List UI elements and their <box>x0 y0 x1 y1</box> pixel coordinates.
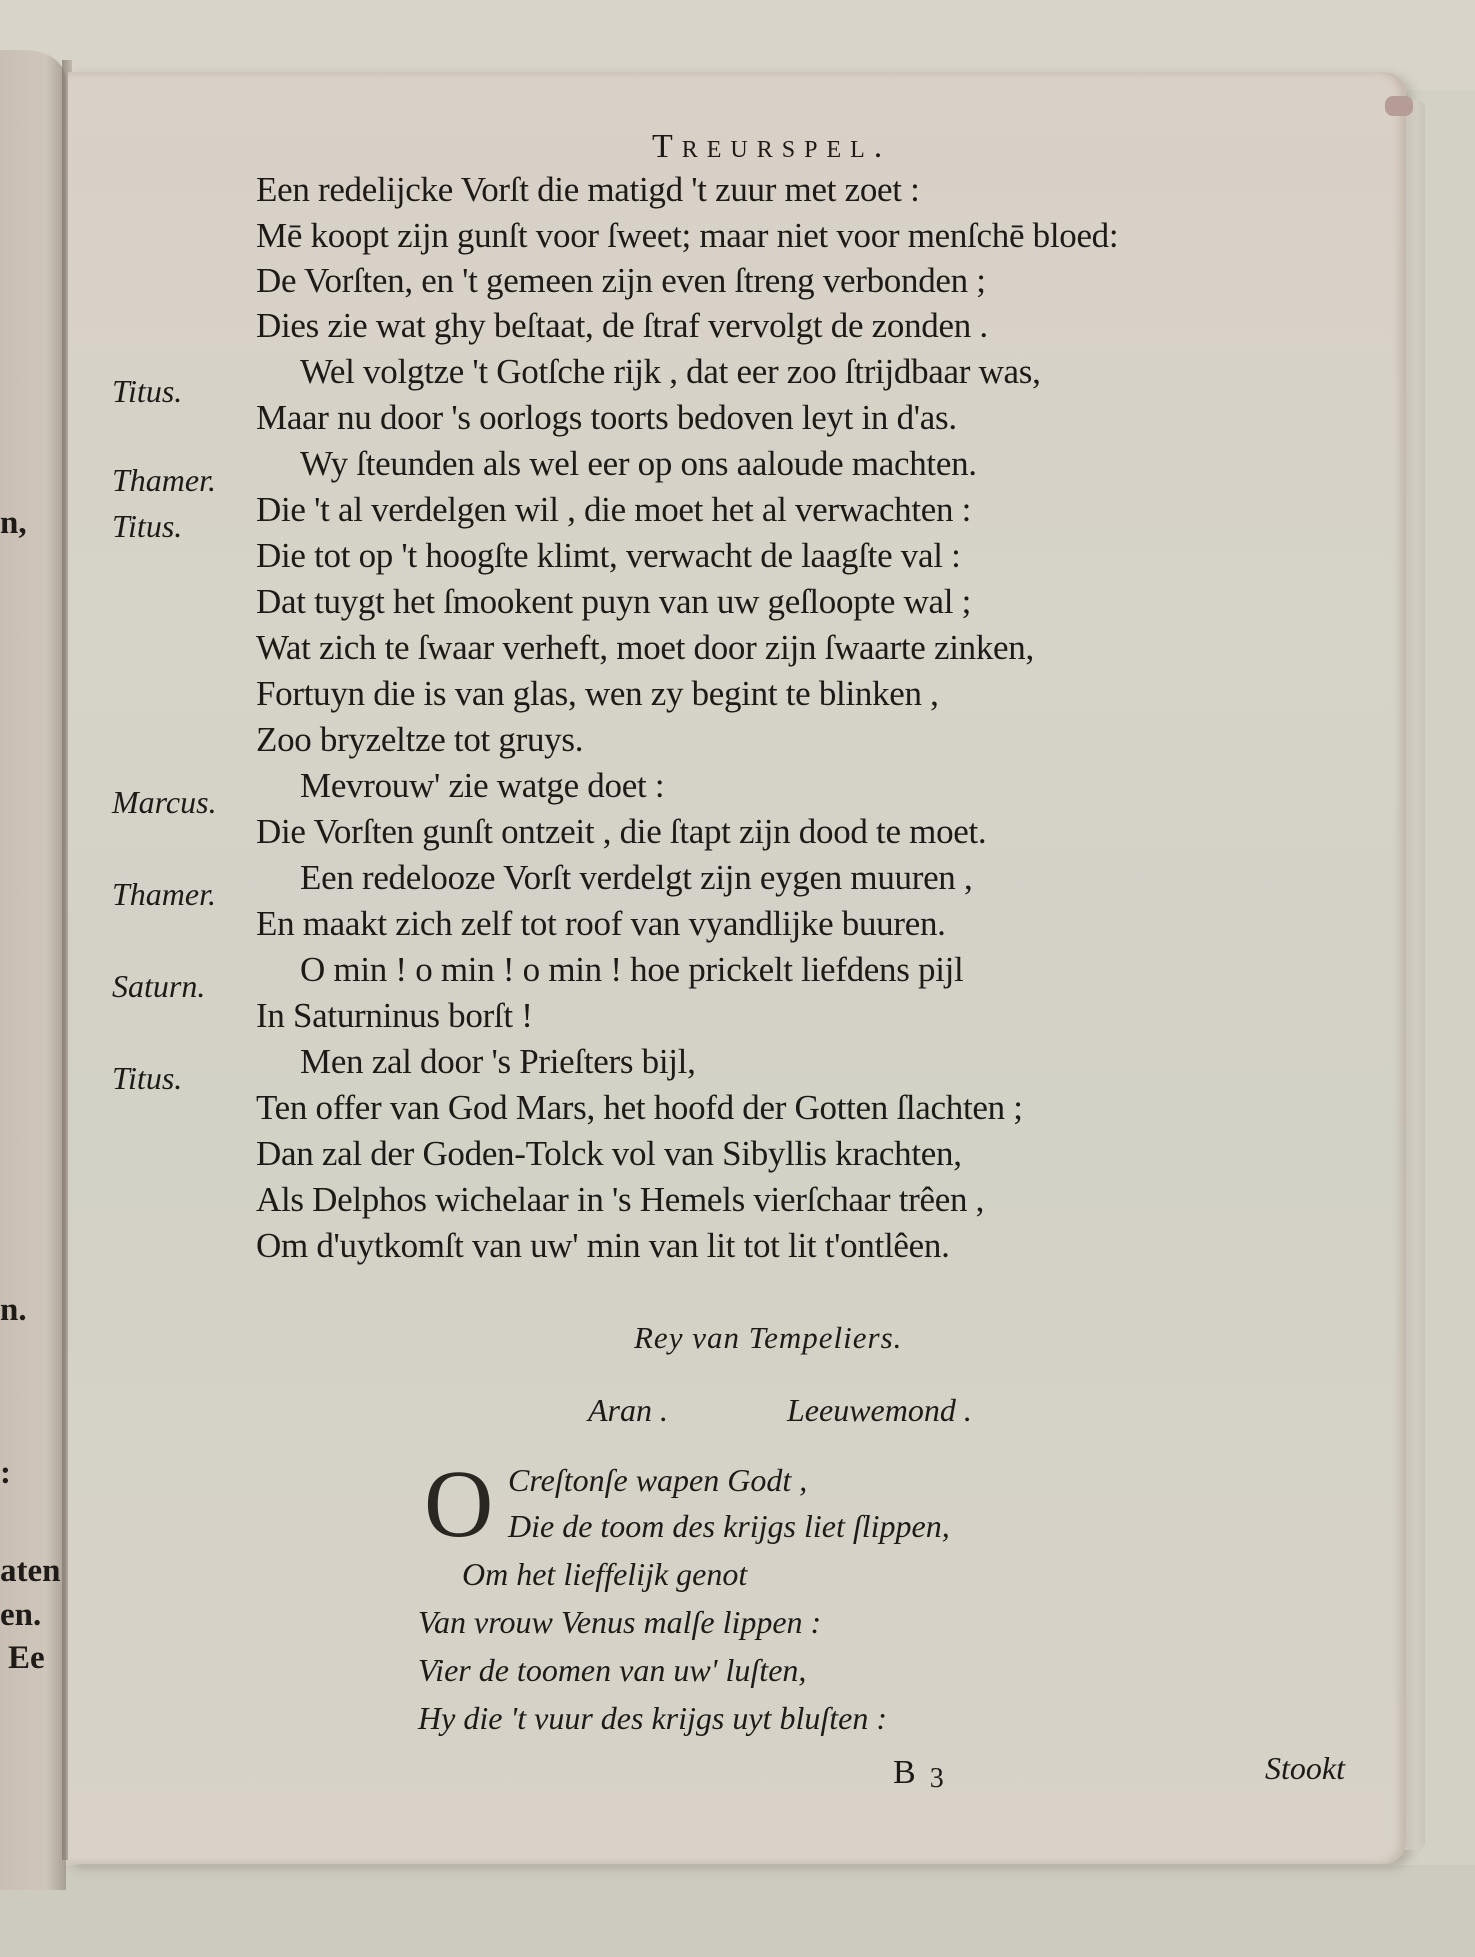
verse-line: Dat tuygt het ſmookent puyn van uw geſloopte wal ; <box>256 582 972 621</box>
verse-line: Zoo bryzeltze tot gruys. <box>256 720 584 759</box>
verse-line: Die 't al verdelgen wil , die moet het al verwachten : <box>256 490 972 529</box>
verse-line: Maar nu door 's oorlogs toorts bedoven leyt in d'as. <box>256 398 957 437</box>
page-edge <box>1405 100 1425 1850</box>
chorus-line: Creſtonſe wapen Godt , <box>508 1462 808 1498</box>
catchword: Stookt <box>1265 1750 1345 1786</box>
speaker-label: Titus. <box>112 508 183 544</box>
speaker-label: Marcus. <box>112 784 217 820</box>
verse-line: En maakt zich zelf tot roof van vyandlijke buuren. <box>256 904 946 943</box>
verse-line: Ten offer van God Mars, het hoofd der Gotten ſlachten ; <box>256 1088 1023 1127</box>
verse-line: Om d'uytkomſt van uw' min van lit tot lit t'ontlêen. <box>256 1226 950 1265</box>
chorus-persona: Aran . <box>588 1392 668 1428</box>
speaker-label: Titus. <box>112 1060 183 1096</box>
chorus-persona: Leeuwemond . <box>787 1392 972 1428</box>
left-page-fragment: Ee <box>8 1640 45 1676</box>
drop-capital: O <box>424 1450 494 1557</box>
signature-letter: B <box>893 1754 916 1791</box>
verse-line: Die Vorſten gunſt ontzeit , die ſtapt zijn dood te moet. <box>256 812 987 851</box>
verse-line: Men zal door 's Prieſters bijl, <box>300 1042 696 1081</box>
signature-mark <box>893 1754 944 1795</box>
verse-line: Fortuyn die is van glas, wen zy begint te blinken , <box>256 674 939 713</box>
verse-line: Dan zal der Goden-Tolck vol van Sibyllis krachten, <box>256 1134 962 1173</box>
verse-line: In Saturninus borſt ! <box>256 996 533 1035</box>
verse-line: Een redelooze Vorſt verdelgt zijn eygen muuren , <box>300 858 973 897</box>
verse-line: Wat zich te ſwaar verheft, moet door zijn ſwaarte zinken, <box>256 628 1034 667</box>
verse-line: Een redelijcke Vorſt die matigd 't zuur met zoet : <box>256 170 920 209</box>
speaker-label: Thamer. <box>112 462 217 498</box>
verse-line: Mē koopt zijn gunſt voor ſweet; maar niet voor menſchē bloed: <box>256 216 1119 255</box>
speaker-label: Saturn. <box>112 968 206 1004</box>
backdrop-table <box>0 1865 1475 1957</box>
verse-line: Die tot op 't hoogſte klimt, verwacht de laagſte val : <box>256 536 961 575</box>
chorus-heading: Rey van Tempeliers. <box>634 1320 903 1355</box>
chorus-line: Die de toom des krijgs liet ſlippen, <box>508 1508 950 1544</box>
verse-line: Als Delphos wichelaar in 's Hemels vierſchaar trêen , <box>256 1180 985 1219</box>
signature-number: 3 <box>929 1763 944 1794</box>
left-page-fragment: en. <box>0 1597 42 1633</box>
speaker-label: Thamer. <box>112 876 217 912</box>
chorus-line: Om het lieffelijk genot <box>462 1556 748 1592</box>
chorus-line: Van vrouw Venus malſe lippen : <box>418 1604 822 1640</box>
speaker-label: Titus. <box>112 373 183 409</box>
verse-line: Mevrouw' zie watge doet : <box>300 766 665 805</box>
verse-line: Wy ſteunden als wel eer op ons aaloude machten. <box>300 444 977 483</box>
left-page-fragment: aten <box>0 1553 61 1589</box>
verse-line: O min ! o min ! o min ! hoe prickelt liefdens pijl <box>300 950 964 989</box>
verse-line: De Vorſten, en 't gemeen zijn even ſtreng verbonden ; <box>256 261 986 300</box>
verse-line: Dies zie wat ghy beſtaat, de ſtraf vervolgt de zonden . <box>256 306 988 345</box>
chorus-line: Vier de toomen van uw' luſten, <box>418 1652 807 1688</box>
left-page-fragment: : <box>0 1455 11 1491</box>
left-page-fragment: n, <box>0 505 27 541</box>
left-page-verso <box>0 50 66 1890</box>
running-head: Treurspel. <box>652 128 892 165</box>
chorus-line: Hy die 't vuur des krijgs uyt bluſten : <box>418 1700 887 1736</box>
verse-line: Wel volgtze 't Gotſche rijk , dat eer zoo ſtrijdbaar was, <box>300 352 1041 391</box>
left-page-fragment: n. <box>0 1292 27 1328</box>
page-corner-tab <box>1385 96 1413 116</box>
